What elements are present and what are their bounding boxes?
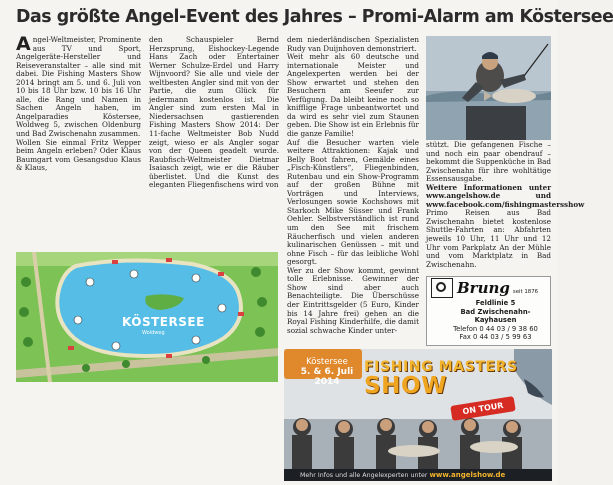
show-title-main: SHOW xyxy=(364,373,448,399)
brung-street: Feldlinie 5 xyxy=(475,299,516,307)
angler-photo xyxy=(426,36,551,140)
show-footer-url: www.angelshow.de xyxy=(429,471,506,479)
article-headline: Das größte Angel-Event des Jahres – Promi-Alarm am Köstersee xyxy=(16,7,613,27)
show-footer-text: Mehr Infos und alle Angelexperten unter xyxy=(300,472,428,479)
brung-emblem-icon xyxy=(431,278,453,298)
brung-logo xyxy=(427,277,550,299)
brung-ad xyxy=(426,276,551,346)
col3-paragraph-2: Weit mehr als 60 deutsche und internationale Meister und Angelexperten werden bei der Show erwartet und stehen den Besuchern am Seeufer zur Verfügung. Da bleibt keine noch so knifflige Frage unbeantwortet und da wird es sehr viel zum Staunen geben. Die Show ist ein Erlebnis für die ganze Familie! xyxy=(287,52,419,139)
brung-since: seit 1876 xyxy=(512,289,539,295)
brung-phone: Telefon 0 44 03 / 9 38 60 xyxy=(453,324,538,333)
brung-fax: Fax 0 44 03 / 5 99 63 xyxy=(459,333,532,341)
col3-paragraph-4: Wer zu der Show kommt, gewinnt tolle Erlebnisse. Gewinner der Show sind aber auch Benachteiligte. Die Überschüsse der Eintrittsgelder (5 Euro, Kinder bis 14 Jahre frei) gehen an die Royal Fishing Kinderhilfe, die damit sozial schwache Kinder unter- xyxy=(287,265,419,335)
col1-paragraph-1: ngel-Weltmeister, Prominente aus TV und Sport, Angelgeräte-Hersteller und Reiseveranstalter – alle sind mit dabei. Die Fishing Masters Show 2014 bringt am 5. und 6. Juli von 10 bis 18 Uhr bzw. 10 bis 16 Uhr alle, die Rang und Namen in Sachen Angeln haben, im Angelparadies Köstersee, Woldweg 5, zwischen Oldenburg und Bad Zwischenahn zusammen. xyxy=(16,35,141,139)
article-column-3 xyxy=(287,36,419,352)
fishing-masters-show-ad xyxy=(284,349,552,481)
show-place: Köstersee xyxy=(306,357,348,367)
show-date-badge xyxy=(294,357,360,387)
brung-brand: Brung xyxy=(457,279,510,297)
angler-photo-image xyxy=(426,36,551,140)
show-title-top: FISHING MASTERS xyxy=(364,359,518,375)
col4-paragraph-1: stützt. Die gefangenen Fische – und noch ein paar obendrauf – bekommt die Suppenküche in Bad Zwischenahn für ihre wohltätige Essensausgabe. xyxy=(426,140,551,184)
lake-map xyxy=(16,252,278,382)
show-year: 2014 xyxy=(314,377,340,387)
brung-city: Bad Zwischenahn-Kayhausen xyxy=(460,307,531,324)
col2-paragraph-1: den Schauspieler Bernd Herzsprung, Eishockey-Legende Hans Zach oder Entertainer Werner Schulze-Erdel und Harry Wijnvoord? Sie alle und viele der weltbesten Angler sind mit von der Partie, die zum Glück für jedermann kostenlos ist. Die Angler sind zum ersten Mal in Niedersachsen gastierenden Fishing Masters Show 2014: Der 11-fache Weltmeister Bob Nudd zeigt, wieso er als Angler sogar von der Queen geadelt wurde. Raubfisch-Weltmeister Dietmar Isaiasch zeigt, wie er die Räuber überlistet. Und die Kunst des eleganten Fliegenfischens wird von xyxy=(149,35,279,190)
article-column-4 xyxy=(426,140,585,273)
col3-paragraph-1: dem niederländischen Spezialisten Rudy van Duijnhoven demonstriert. xyxy=(287,35,419,53)
col4-paragraph-3: Primo Reisen aus Bad Zwischenahn bietet kostenlose Shuttle-Fahrten an: Abfahrten jeweils 10 Uhr, 11 Uhr und 12 Uhr vom Parkplatz An der Mühle und vom Marktplatz in Bad Zwischenahn. xyxy=(426,208,551,269)
show-ad-footer xyxy=(284,469,552,481)
col1-paragraph-2: Wollen Sie einmal Fritz Wepper beim Angeln erleben? Oder Klaus Baumgart vom Gesangsduo Klaus & Klaus, xyxy=(16,137,141,173)
article-column-2 xyxy=(149,36,279,252)
drop-cap: A xyxy=(16,33,31,55)
article-column-1 xyxy=(16,33,141,252)
lake-label: KÖSTERSEE xyxy=(122,315,205,329)
col3-paragraph-3: Auf die Besucher warten viele weitere Attraktionen: Kajak und Belly Boot fahren, Gemälde eines „Fisch-Künstlers“, Fliegenbinden, Rutenbau und ein Show-Programm auf der großen Bühne mit Vorträgen und Interviews, Verlosungen sowie Kochshows mit Starkoch Mike Süsser und Frank Oehler. Selbstverständlich ist rund um den See mit frischem Räucherfisch und vielen anderen kulinarischen Genüssen – mit und ohne Fisch – für das leibliche Wohl gesorgt. xyxy=(287,137,419,267)
on-tour-badge: ON TOUR xyxy=(450,396,516,421)
lake-sublabel: Woldweg xyxy=(142,330,165,336)
col4-info-links: Weitere Informationen unter www.angelshow.de und www.facebook.com/fishingmastersshow xyxy=(426,182,585,209)
show-dates: 5. & 6. Juli xyxy=(300,367,354,377)
